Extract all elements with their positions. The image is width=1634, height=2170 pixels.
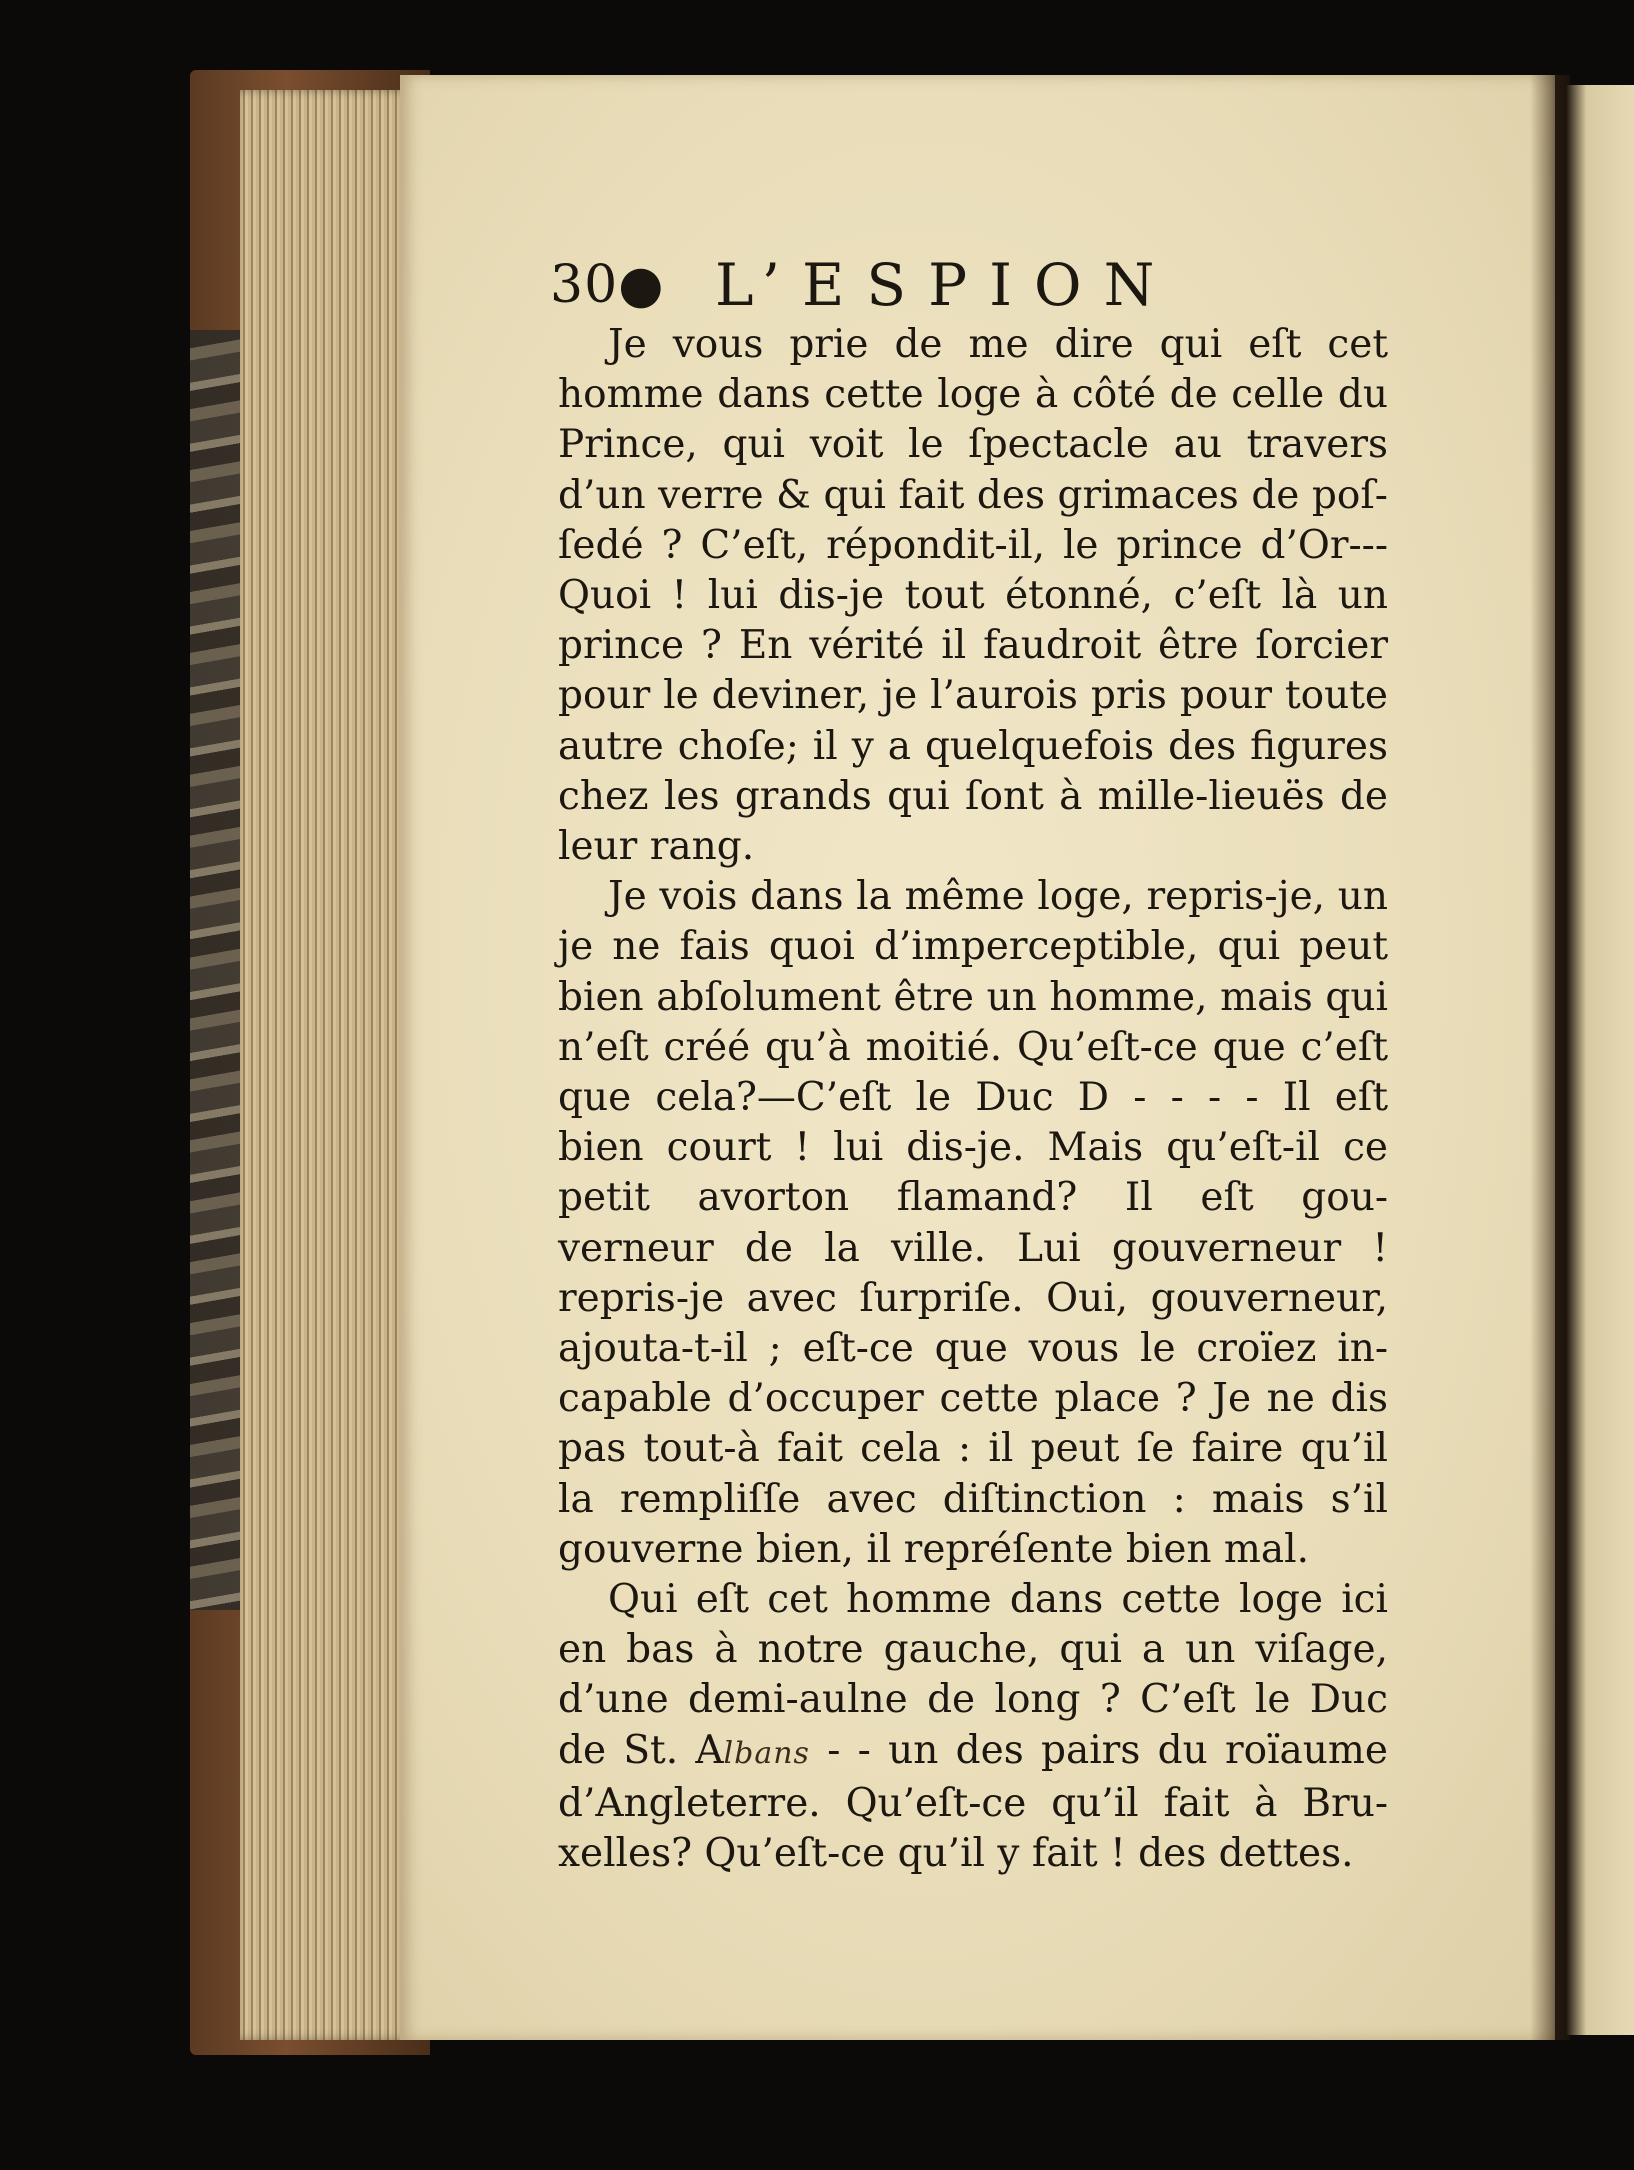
paragraph-1 bbox=[558, 320, 1388, 872]
text-line: bien abſolument être un homme, mais qui bbox=[558, 974, 1388, 1020]
facing-page-edge bbox=[1566, 85, 1634, 2035]
text-line: n’eſt créé qu’à moitié. Qu’eſt-ce que c’eſt bbox=[558, 1024, 1388, 1070]
text-line: bien court ! lui dis-je. Mais qu’eſt-il ce bbox=[558, 1125, 1388, 1171]
line-suffix: - - un des pairs du roïaume bbox=[827, 1727, 1388, 1773]
text-line: leur rang. bbox=[558, 824, 755, 870]
text-line-albans bbox=[558, 1726, 1388, 1779]
text-line: gouverne bien, il repréſente bien mal. bbox=[558, 1526, 1310, 1572]
text-line: repris-je avec ſurpriſe. Oui, gouverneur, bbox=[558, 1275, 1388, 1321]
page-gutter bbox=[1530, 75, 1570, 2040]
text-line: d’un verre & qui fait des grimaces de poſ- bbox=[558, 472, 1388, 518]
running-title: L’ESPION bbox=[715, 251, 1177, 319]
text-line: petit avorton flamand? Il eſt gou- bbox=[558, 1175, 1388, 1221]
text-line: Je vous prie de me dire qui eſt cet bbox=[608, 322, 1388, 367]
text-line: la rempliſſe avec diſtinction : mais s’il bbox=[558, 1476, 1388, 1522]
text-line: d’une demi-aulne de long ? C’eſt le Duc bbox=[558, 1677, 1388, 1723]
text-line: en bas à notre gauche, qui a un viſage, bbox=[558, 1627, 1388, 1673]
paragraph-2 bbox=[558, 872, 1388, 1575]
text-line: ajouta-t-il ; eſt-ce que vous le croïez in- bbox=[558, 1326, 1388, 1372]
text-line: autre choſe; il y a quelquefois des figures bbox=[558, 723, 1388, 769]
page-number: 30● bbox=[550, 255, 665, 315]
text-line: d’Angleterre. Qu’eſt-ce qu’il fait à Bru- bbox=[558, 1780, 1388, 1826]
text-line: Qui eſt cet homme dans cette loge ici bbox=[608, 1577, 1388, 1623]
body-text bbox=[558, 320, 1388, 1879]
text-line: xelles? Qu’eſt-ce qu’il y fait ! des dettes. bbox=[558, 1831, 1354, 1877]
text-line: que cela?—C’eſt le Duc D - - - - Il eſt bbox=[558, 1075, 1388, 1121]
page-edges bbox=[240, 90, 410, 2040]
text-line: prince ? En vérité il faudroit être ſorcier bbox=[558, 623, 1388, 669]
text-line: Quoi ! lui dis-je tout étonné, c’eſt là un bbox=[558, 573, 1388, 619]
paragraph-3 bbox=[558, 1575, 1388, 1879]
text-line: chez les grands qui ſont à mille-lieuës de bbox=[558, 773, 1388, 819]
running-head bbox=[550, 251, 1190, 325]
text-line: Je vois dans la même loge, repris-je, un bbox=[608, 874, 1388, 920]
text-line: pas tout-à fait cela : il peut ſe faire qu’il bbox=[558, 1426, 1388, 1472]
line-prefix: de St. A bbox=[558, 1727, 724, 1773]
text-line: ſedé ? C’eſt, répondit-il, le prince d’Or--- bbox=[558, 522, 1388, 568]
text-line: homme dans cette loge à côté de celle du bbox=[558, 372, 1388, 418]
text-line: Prince, qui voit le ſpectacle au travers bbox=[558, 422, 1388, 468]
text-line: je ne fais quoi d’imperceptible, qui peut bbox=[558, 924, 1388, 970]
text-line: capable d’occuper cette place ? Je ne dis bbox=[558, 1376, 1388, 1422]
text-line: pour le deviner, je l’aurois pris pour toute bbox=[558, 673, 1388, 719]
handwritten-annotation: lbans bbox=[723, 1735, 810, 1771]
text-line: verneur de la ville. Lui gouverneur ! bbox=[558, 1225, 1388, 1271]
